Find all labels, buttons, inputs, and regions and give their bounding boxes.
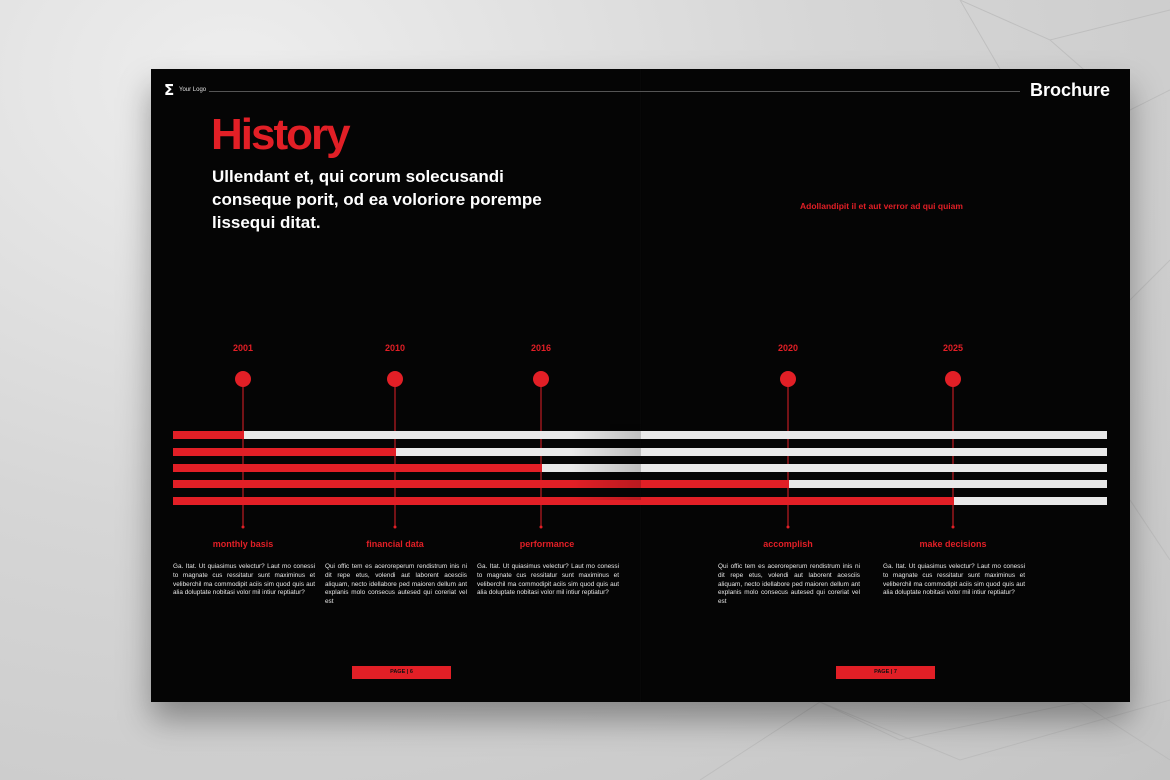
milestone-label: make decisions [919,539,987,549]
side-note: Adollandipit il et aut verror ad qui quiam [800,201,963,211]
milestone-year: 2001 [232,343,254,353]
page-number-left: PAGE | 6 [352,666,451,679]
milestone-dot [945,371,961,387]
timeline-bar [173,431,1107,439]
logo-text: Your Logo [179,87,207,93]
milestone-year: 2025 [942,343,964,353]
milestone-label: accomplish [763,539,813,549]
milestone-text: Qui offic tem es aceroreperum rendistrum inis ni dit repe etus, volendi aut laborent acesciis aliquam, necto idellabore ped maioren dellum ant explanis molo consecus autesed qui coreriat vel est [325,563,467,606]
page-title: History [211,110,349,159]
timeline-bar-fill [173,497,954,505]
milestone-year: 2016 [530,343,552,353]
milestone-text: Ga. Itat. Ut quiasimus velectur? Laut mo conessi to magnate cus ressitatur sunt maximinus et veliberchil ma commodipit aciis sim quod quis aut alia doluptate nobitasi volor mil intiur reptiatur? [883,563,1025,597]
timeline-bar-fill [173,448,396,456]
milestone-label: financial data [366,539,424,549]
milestone-text: Qui offic tem es aceroreperum rendistrum inis ni dit repe etus, volendi aut laborent acesciis aliquam, necto idellabore ped maioren dellum ant explanis molo consecus autesed qui coreriat vel est [718,563,860,606]
milestone-label: monthly basis [212,539,274,549]
milestone-end-dot [540,526,543,529]
milestone-dot [533,371,549,387]
milestone-end-dot [394,526,397,529]
page-number-right: PAGE | 7 [836,666,935,679]
brochure-label: Brochure [1030,80,1111,100]
timeline-bar [173,480,1107,488]
milestone-text: Ga. Itat. Ut quiasimus velectur? Laut mo conessi to magnate cus ressitatur sunt maximinus et veliberchil ma commodipit aciis sim quod quis aut alia doluptate nobitasi volor mil intiur reptiatur? [477,563,619,597]
milestone-year: 2010 [384,343,406,353]
timeline-bar-fill [173,480,789,488]
milestone-dot [235,371,251,387]
milestone-year: 2020 [777,343,799,353]
milestone-dot [387,371,403,387]
milestone-label: performance [519,539,575,549]
milestone-end-dot [242,526,245,529]
timeline-bar-fill [173,431,244,439]
timeline [151,69,1130,702]
timeline-bar [173,464,1107,472]
logo-sigma-icon: Σ [164,81,175,99]
timeline-bar [173,448,1107,456]
brochure-spread [151,69,1130,702]
page-subtitle: Ullendant et, qui corum solecusandi conseque porit, od ea voloriore porempe lissequi ditat. [212,167,542,232]
timeline-bar [173,497,1107,505]
milestone-end-dot [787,526,790,529]
timeline-bar-fill [173,464,542,472]
milestone-dot [780,371,796,387]
milestone-end-dot [952,526,955,529]
milestone-text: Ga. Itat. Ut quiasimus velectur? Laut mo conessi to magnate cus ressitatur sunt maximinus et veliberchil ma commodipit aciis sim quod quis aut alia doluptate nobitasi volor mil intiur reptiatur? [173,563,315,597]
